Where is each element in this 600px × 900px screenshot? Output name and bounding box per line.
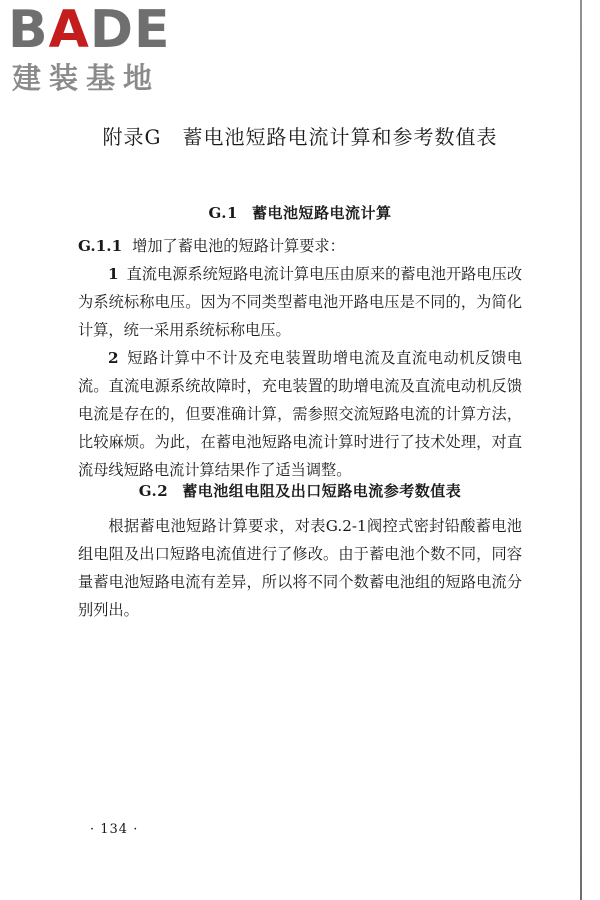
paragraph-text: 根据蓄电池短路计算要求，对表G.2-1阀控式密封铅酸蓄电池组电阻及出口短路电流值进行了修改。由于蓄电池个数不同，同容量蓄电池短路电流有差异，所以将不同个数蓄电池组的短路电流分别列出。 [78, 517, 522, 619]
bade-logo [8, 0, 171, 95]
page-number: · 134 · [90, 822, 139, 837]
item-number: 2 [108, 349, 119, 367]
clause-number: G.1.1 [78, 237, 123, 255]
section-g2-paragraph [78, 512, 522, 624]
section-heading-g2 [0, 480, 600, 501]
list-item [78, 344, 522, 484]
clause-text: 增加了蓄电池的短路计算要求： [132, 237, 345, 255]
item-text: 直流电源系统短路电流计算电压由原来的蓄电池开路电压改为系统标称电压。因为不同类型蓄电池开路电压是不同的，为简化计算，统一采用系统标称电压。 [78, 265, 522, 339]
section-title: 蓄电池组电阻及出口短路电流参考数值表 [182, 482, 462, 500]
item-number: 1 [108, 265, 119, 283]
list-item [78, 260, 522, 344]
section-heading-g1 [0, 202, 600, 223]
logo-wordmark: BADE [8, 0, 171, 60]
appendix-title: 附录G 蓄电池短路电流计算和参考数值表 [102, 125, 498, 149]
item-text: 短路计算中不计及充电装置助增电流及直流电动机反馈电流。直流电源系统故障时，充电装置的助增电流及直流电动机反馈电流是存在的，但要准确计算，需参照交流短路电流的计算方法，比较麻烦。为此，在蓄电池短路电流计算时进行了技术处理，对直流母线短路电流计算结果作了适当调整。 [78, 349, 522, 479]
section-title: 蓄电池短路电流计算 [251, 204, 392, 222]
logo-subtitle: 建装基地 [12, 61, 161, 95]
clause-g-1-1 [78, 232, 522, 260]
section-number: G.1 [208, 204, 238, 222]
section-number: G.2 [138, 482, 169, 500]
